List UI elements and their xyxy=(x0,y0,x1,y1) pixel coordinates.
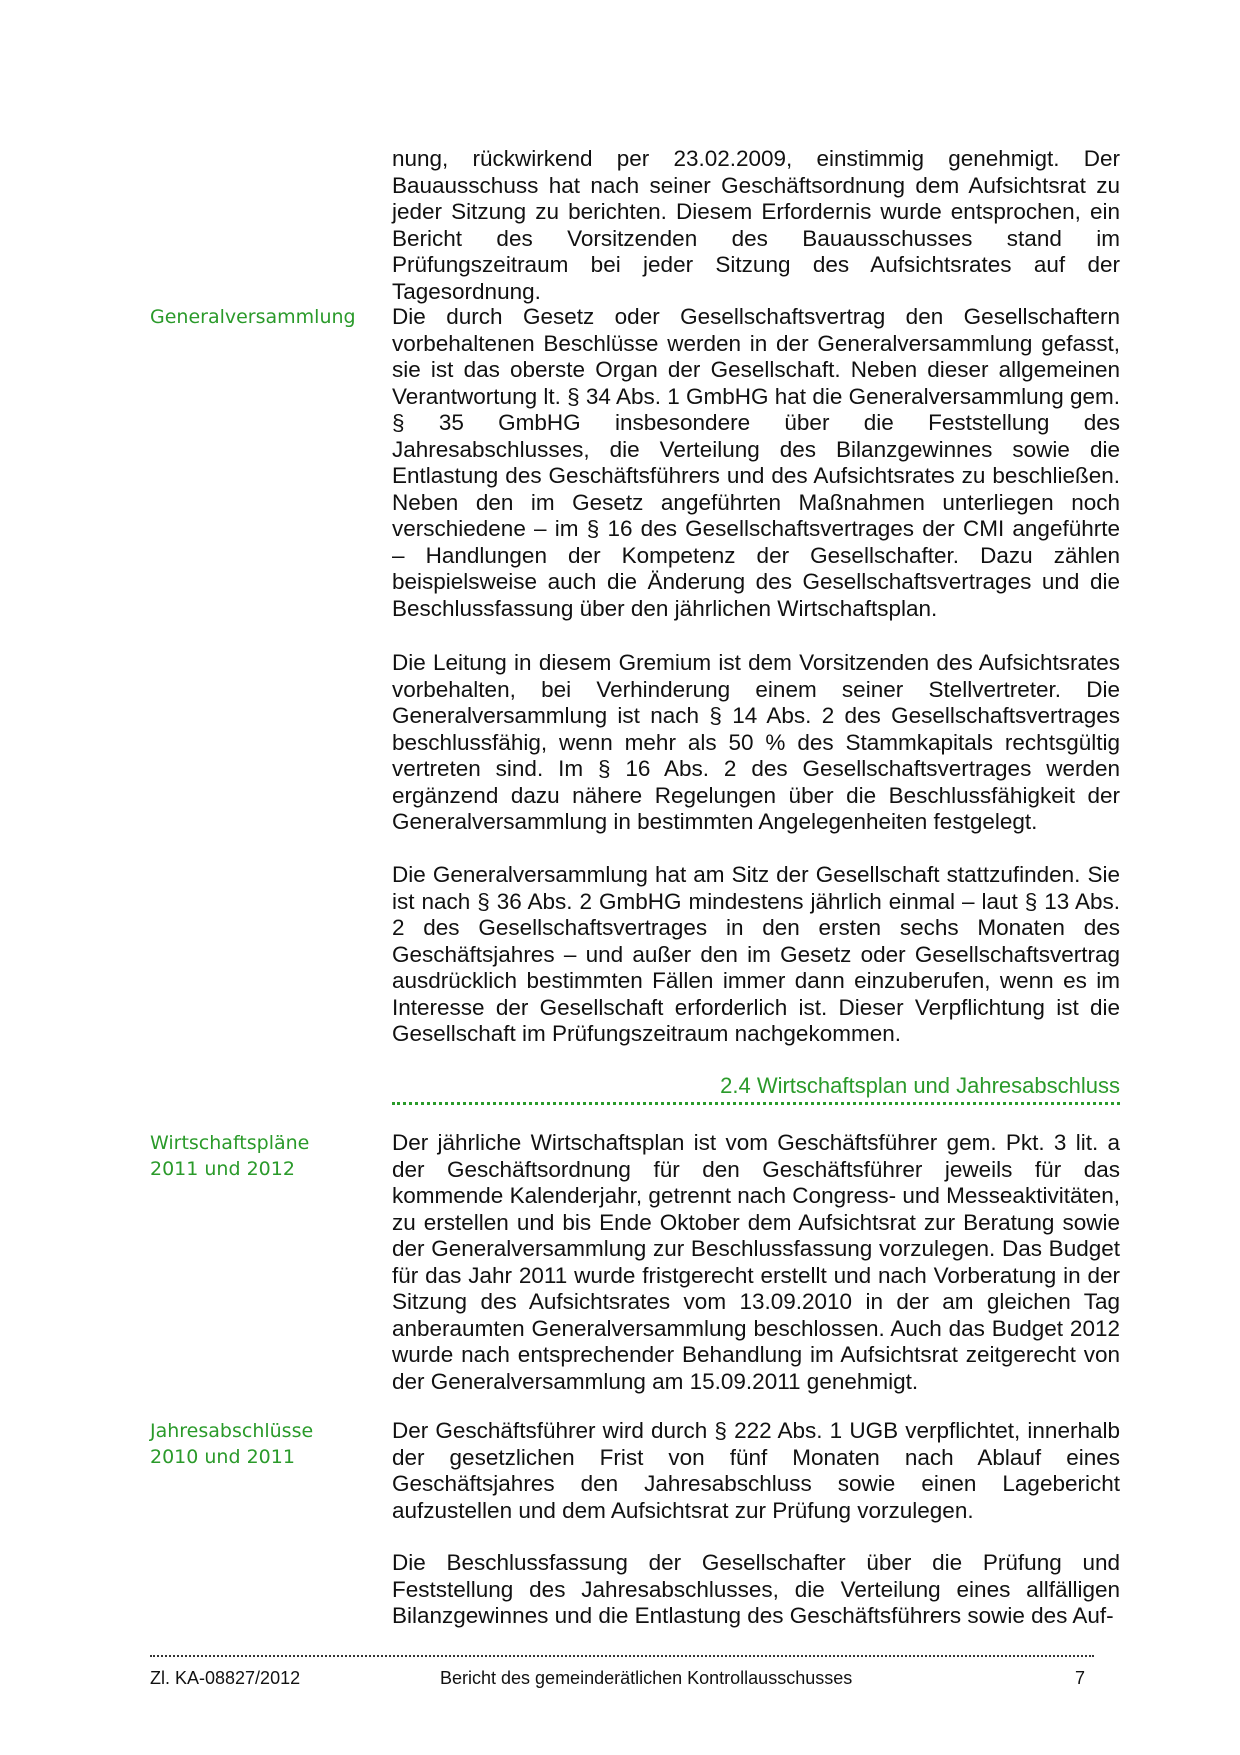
section-heading: 2.4 Wirtschaftsplan und Jahresabschluss xyxy=(720,1073,1120,1098)
sidenote-generalversammlung: Generalversammlung xyxy=(150,306,356,328)
paragraph-generalversammlung-beschluesse: Die durch Gesetz oder Gesellschaftsvertrag den Gesellschaftern vorbehaltenen Beschlüsse werden in der Generalversammlung gefasst, sie ist das oberste Organ der Gesellschaft. Neben dieser allgemeinen Verantwortung lt. § 34 Abs. 1 GmbHG hat die Generalversammlung gem. § 35 GmbHG insbesondere über die Feststellung des Jahresabschlusses, die Verteilung des Bilanzgewinnes sowie die Entlastung des Geschäftsführers und des Aufsichtsrates zu beschließen. Neben den im Gesetz angeführten Maßnahmen unterliegen noch verschiedene – im § 16 des Gesellschaftsvertrages der CMI angeführte – Handlungen der Kompetenz der Gesellschafter. Dazu zählen beispielsweise auch die Änderung des Gesellschaftsvertrages und die Beschlussfassung über den jährlichen Wirtschaftsplan. xyxy=(392,304,1120,621)
paragraph-bauausschuss: nung, rückwirkend per 23.02.2009, einstimmig genehmigt. Der Bauausschuss hat nach seiner Geschäftsordnung dem Aufsichtsrat zu jeder Sitzung zu berichten. Diesem Erfordernis wurde entsprochen, ein Bericht des Vorsitzenden des Bauausschusses stand im Prüfungszeitraum bei jeder Sitzung des Aufsichtsrates auf der Tagesordnung. xyxy=(392,146,1120,304)
sidenote-jahresabschluesse xyxy=(150,1418,370,1470)
footer-reference: Zl. KA-08827/2012 xyxy=(150,1668,301,1688)
paragraph-jahresabschluss-pflicht: Der Geschäftsführer wird durch § 222 Abs. 1 UGB verpflichtet, innerhalb der gesetzlichen Frist von fünf Monaten nach Ablauf eines Geschäftsjahres den Jahresabschluss sowie einen Lagebericht aufzustellen und dem Aufsichtsrat zur Prüfung vorzulegen. xyxy=(392,1418,1120,1523)
sidenote-wirtschaftsplaene xyxy=(150,1130,370,1182)
sidenote-jahresabschluesse-line2: 2010 und 2011 xyxy=(150,1446,295,1468)
paragraph-generalversammlung-sitz: Die Generalversammlung hat am Sitz der Gesellschaft stattzufinden. Sie ist nach § 36 Abs. 2 GmbHG mindestens jährlich einmal – laut § 13 Abs. 2 des Gesellschaftsvertrages in den ersten sechs Monaten des Geschäftsjahres – und außer den im Gesetz oder Gesellschaftsvertrag ausdrücklich bestimmten Fällen immer dann einzuberufen, wenn es im Interesse der Gesellschaft erforderlich ist. Dieser Verpflichtung ist die Gesellschaft im Prüfungszeitraum nachgekommen. xyxy=(392,862,1120,1046)
footer-page-number: 7 xyxy=(1075,1668,1086,1688)
paragraph-wirtschaftsplan: Der jährliche Wirtschaftsplan ist vom Geschäftsführer gem. Pkt. 3 lit. a der Geschäftsordnung für den Geschäftsführer jeweils für das kommende Kalenderjahr, getrennt nach Congress- und Messeaktivitäten, zu erstellen und bis Ende Oktober dem Aufsichtsrat zur Beratung sowie der Generalversammlung zur Beschlussfassung vorzulegen. Das Budget für das Jahr 2011 wurde fristgerecht erstellt und nach Vorberatung in der Sitzung des Aufsichtsrates vom 13.09.2010 in der am gleichen Tag anberaumten Generalversammlung beschlossen. Auch das Budget 2012 wurde nach entsprechender Behandlung im Aufsichtsrat zeitgerecht von der Generalversammlung am 15.09.2011 genehmigt. xyxy=(392,1130,1120,1394)
paragraph-generalversammlung-leitung: Die Leitung in diesem Gremium ist dem Vorsitzenden des Aufsichtsrates vorbehalten, bei Verhinderung einem seiner Stellvertreter. Die Generalversammlung ist nach § 14 Abs. 2 des Gesellschaftsvertrages beschlussfähig, wenn mehr als 50 % des Stammkapitals rechtsgültig vertreten sind. Im § 16 Abs. 2 des Gesellschaftsvertrages werden ergänzend dazu nähere Regelungen über die Beschlussfähigkeit der Generalversammlung in bestimmten Angelegenheiten festgelegt. xyxy=(392,650,1120,834)
sidenote-jahresabschluesse-line1: Jahresabschlüsse xyxy=(150,1420,314,1442)
paragraph-jahresabschluss-beschluss: Die Beschlussfassung der Gesellschafter über die Prüfung und Feststellung des Jahresabschlusses, die Verteilung eines allfälligen Bilanzgewinnes und die Entlastung des Geschäftsführers sowie des Auf- xyxy=(392,1550,1120,1628)
footer-title: Bericht des gemeinderätlichen Kontrollausschusses xyxy=(440,1668,853,1688)
footer-divider xyxy=(150,1655,1094,1657)
sidenote-wirtschaftsplaene-line1: Wirtschaftspläne xyxy=(150,1132,310,1154)
section-divider xyxy=(392,1102,1120,1105)
sidenote-wirtschaftsplaene-line2: 2011 und 2012 xyxy=(150,1158,295,1180)
